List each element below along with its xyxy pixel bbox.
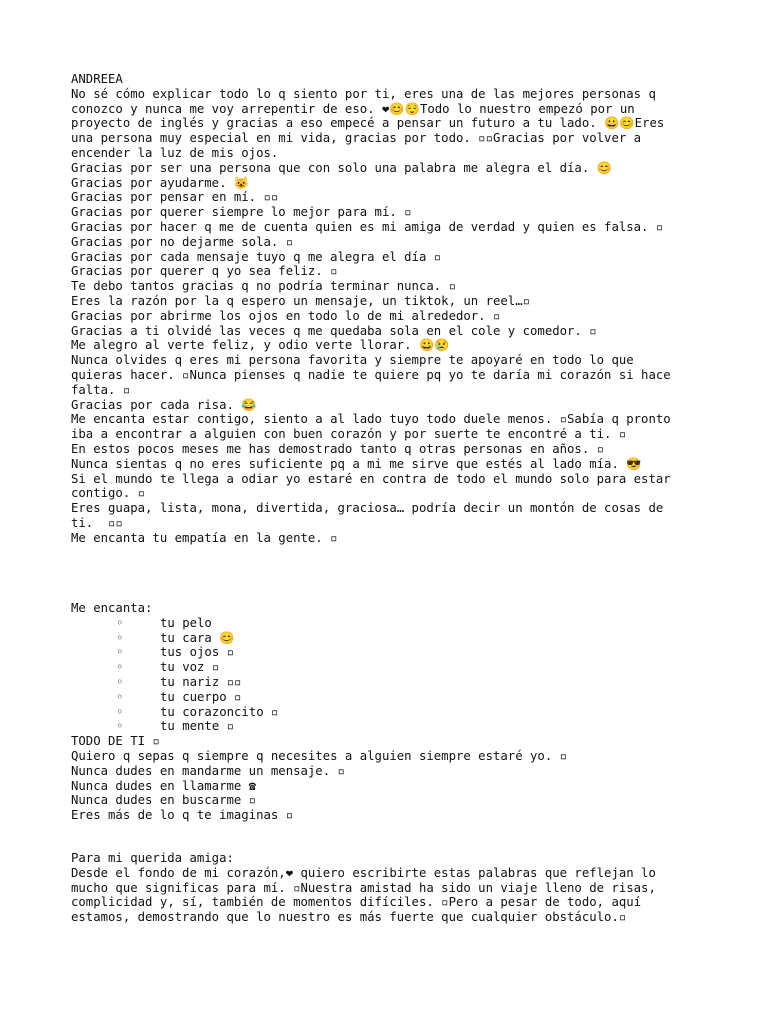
me-encanta-section	[71, 601, 691, 823]
letter-querida-amiga	[71, 851, 691, 925]
list-item	[71, 660, 691, 675]
section-line: Quiero q sepas q siempre q necesites a alguien siempre estaré yo. ▫	[71, 748, 568, 763]
paragraph-line: Gracias por cada risa. 😂	[71, 397, 257, 412]
section-line: Nunca dudes en llamarme ☎	[71, 778, 257, 793]
paragraph-line: No sé cómo explicar todo lo q siento por ti, eres una de las mejores personas q conozco y nunca me voy arrepentir de eso. ❤😊😌Todo lo nuestro empezó por un proyecto de inglés y gracias a eso empecé a pensar un futuro a tu lado. 😀😊Eres una persona muy especial en mi vida, gracias por todo. ▫▫Gracias por volver a encender la luz de mis ojos.	[71, 86, 672, 160]
list-item	[71, 675, 691, 690]
paragraph-line: Nunca olvides q eres mi persona favorita y siempre te apoyaré en todo lo que quieras hacer. ▫Nunca pienses q nadie te quiere pq yo te daría mi corazón si hace falta. ▫	[71, 353, 679, 397]
letter-title: ANDREEA	[71, 72, 123, 86]
list-item-text: tu cuerpo ▫	[160, 689, 242, 704]
bullet-icon: ◦	[116, 645, 124, 660]
bullet-icon: ◦	[116, 615, 124, 630]
paragraph-line: Desde el fondo de mi corazón,❤ quiero escribirte estas palabras que reflejan lo mucho que significas para mí. ▫Nuestra amistad ha sido un viaje lleno de risas, complicidad y, sí, también de momentos difíciles. ▫Pero a pesar de todo, aquí estamos, demostrando que lo nuestro es más fuerte que cualquier obstáculo.▫	[71, 865, 664, 925]
list-item-text: tu cara 😊	[160, 630, 235, 645]
list-item-text: tu mente ▫	[160, 719, 235, 734]
paragraph-line: Me alegro al verte feliz, y odio verte llorar. 😀😢	[71, 338, 450, 353]
paragraph-line: Gracias por ser una persona que con solo una palabra me alegra el día. 😊	[71, 160, 612, 175]
list-heading: Me encanta:	[71, 601, 153, 615]
paragraph-line: Si el mundo te llega a odiar yo estaré en contra de todo el mundo solo para estar contigo. ▫	[71, 471, 679, 501]
paragraph-line: Gracias por no dejarme sola. ▫	[71, 234, 294, 249]
paragraph-line: Te debo tantos gracias q no podría terminar nunca. ▫	[71, 279, 456, 294]
list-item	[71, 616, 691, 631]
list-item	[71, 719, 691, 734]
paragraph-line: En estos pocos meses me has demostrado tanto q otras personas en años. ▫	[71, 441, 605, 456]
paragraph-line: Gracias por querer q yo sea feliz. ▫	[71, 264, 338, 279]
letter-greeting: Para mi querida amiga:	[71, 851, 234, 865]
list-item-text: tu pelo	[160, 615, 212, 630]
section-line: Eres más de lo q te imaginas ▫	[71, 808, 294, 823]
list-item-text: tu nariz ▫▫	[160, 674, 242, 689]
paragraph-line: Gracias por cada mensaje tuyo q me alegra el día ▫	[71, 249, 442, 264]
bullet-icon: ◦	[116, 674, 124, 689]
paragraph-line: Me encanta estar contigo, siento a al lado tuyo todo duele menos. ▫Sabía q pronto iba a encontrar a alguien con buen corazón y por suerte te encontré a ti. ▫	[71, 412, 679, 442]
list-item	[71, 645, 691, 660]
section-line: Nunca dudes en buscarme ▫	[71, 793, 257, 808]
list-item	[71, 705, 691, 720]
paragraph-line: Gracias por abrirme los ojos en todo lo de mi alrededor. ▫	[71, 308, 501, 323]
paragraph-line: Gracias por querer siempre lo mejor para mí. ▫	[71, 205, 412, 220]
paragraph-line: Eres la razón por la q espero un mensaje, un tiktok, un reel…▫	[71, 293, 531, 308]
paragraph-line: Gracias por ayudarme. 😺	[71, 175, 250, 190]
bullet-list	[71, 616, 691, 734]
paragraph-line: Gracias por pensar en mí. ▫▫	[71, 190, 279, 205]
bullet-icon: ◦	[116, 704, 124, 719]
list-item-text: tu voz ▫	[160, 660, 220, 675]
section-line: Nunca dudes en mandarme un mensaje. ▫	[71, 763, 345, 778]
paragraph-line: Gracias a ti olvidé las veces q me quedaba sola en el cole y comedor. ▫	[71, 323, 597, 338]
paragraph-line: Gracias por hacer q me de cuenta quien es mi amiga de verdad y quien es falsa. ▫	[71, 219, 664, 234]
paragraph-line: Me encanta tu empatía en la gente. ▫	[71, 530, 338, 545]
bullet-icon: ◦	[116, 660, 124, 675]
list-item-text: tus ojos ▫	[160, 645, 235, 660]
list-item	[71, 690, 691, 705]
list-item	[71, 631, 691, 646]
paragraph-line: Nunca sientas q no eres suficiente pq a mi me sirve que estés al lado mía. 😎	[71, 456, 642, 471]
section-line: TODO DE TI ▫	[71, 734, 160, 749]
bullet-icon: ◦	[116, 689, 124, 704]
bullet-icon: ◦	[116, 719, 124, 734]
letter-andreea	[71, 72, 691, 546]
paragraph-line: Eres guapa, lista, mona, divertida, graciosa… podría decir un montón de cosas de ti. ▫▫	[71, 501, 671, 530]
list-item-text: tu corazoncito ▫	[160, 704, 279, 719]
bullet-icon: ◦	[116, 630, 124, 645]
